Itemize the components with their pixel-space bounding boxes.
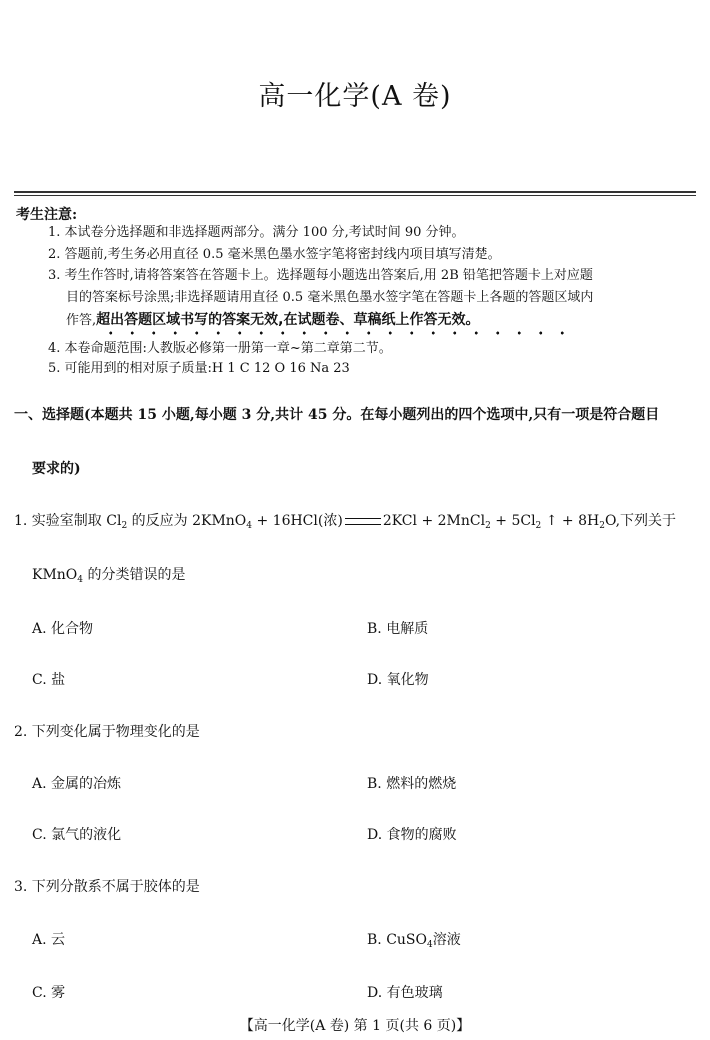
notice-item-3-line2: 目的答案标号涂黑;非选择题请用直径 0.5 毫米黑色墨水签字笔在答题卡上各题的答题区域内 [66,290,594,305]
question-2-option-a: A. 金属的冶炼 [32,776,122,792]
question-2-option-d: D. 食物的腐败 [367,827,457,843]
notice-item-1: 1. 本试卷分选择题和非选择题两部分。满分 100 分,考试时间 90 分钟。 [48,225,465,240]
header-rule-thin [14,195,696,196]
notice-item-5: 5. 可能用到的相对原子质量:H 1 C 12 O 16 Na 23 [48,361,350,376]
question-2-option-c: C. 氯气的液化 [32,827,122,843]
question-1-stem: 1. 实验室制取 $Cl_2$ 的反应为 2KMnO$_4$ + 16HCl(浓) 2KCl + 2MnCl$_2$ + $5Cl_2$ ↑ + $8H_2O$,下列关于 [14,513,677,531]
page-title: 高一化学(A 卷) [258,81,452,112]
notice-item-3-line3 [66,311,479,330]
question-3-stem: 3. 下列分散系不属于胶体的是 [14,879,200,895]
question-1-stem-cont: KMnO$_4$ 的分类错误的是 [32,567,186,585]
question-3-option-b: B. CuSO$_4$溶液 [367,932,461,950]
notice-item-3-line3-lead: 作答, [66,313,97,328]
question-2-option-b: B. 燃料的燃烧 [367,776,457,792]
emphasis-dots [100,330,574,336]
notice-item-4: 4. 本卷命题范围:人教版必修第一册第一章~第二章第二节。 [48,341,392,356]
question-3-option-c: C. 雾 [32,985,66,1001]
question-1-option-d: D. 氧化物 [367,672,429,688]
equals-sign [345,518,381,525]
section-heading-line1: 一、选择题(本题共 15 小题,每小题 3 分,共计 45 分。在每小题列出的四个选项中,只有一项是符合题目 [14,407,660,423]
page-footer: 【高一化学(A 卷) 第 1 页(共 6 页)】 [239,1018,471,1034]
notice-emphasis: 超出答题区域书写的答案无效,在试题卷、草稿纸上作答无效。 [96,312,480,328]
question-2-stem: 2. 下列变化属于物理变化的是 [14,724,200,740]
question-1-option-b: B. 电解质 [367,621,429,637]
section-heading-line2: 要求的) [32,461,81,477]
question-3-option-d: D. 有色玻璃 [367,985,443,1001]
question-1-option-a: A. 化合物 [32,621,94,637]
question-3-option-a: A. 云 [32,932,66,948]
notice-item-3-line1: 3. 考生作答时,请将答案答在答题卡上。选择题每小题选出答案后,用 2B 铅笔把答题卡上对应题 [48,268,593,283]
question-1-option-c: C. 盐 [32,672,66,688]
notice-heading: 考生注意: [16,207,78,223]
notice-item-2: 2. 答题前,考生务必用直径 0.5 毫米黑色墨水签字笔将密封线内项目填写清楚。 [48,247,501,262]
header-rule-thick [14,191,696,193]
